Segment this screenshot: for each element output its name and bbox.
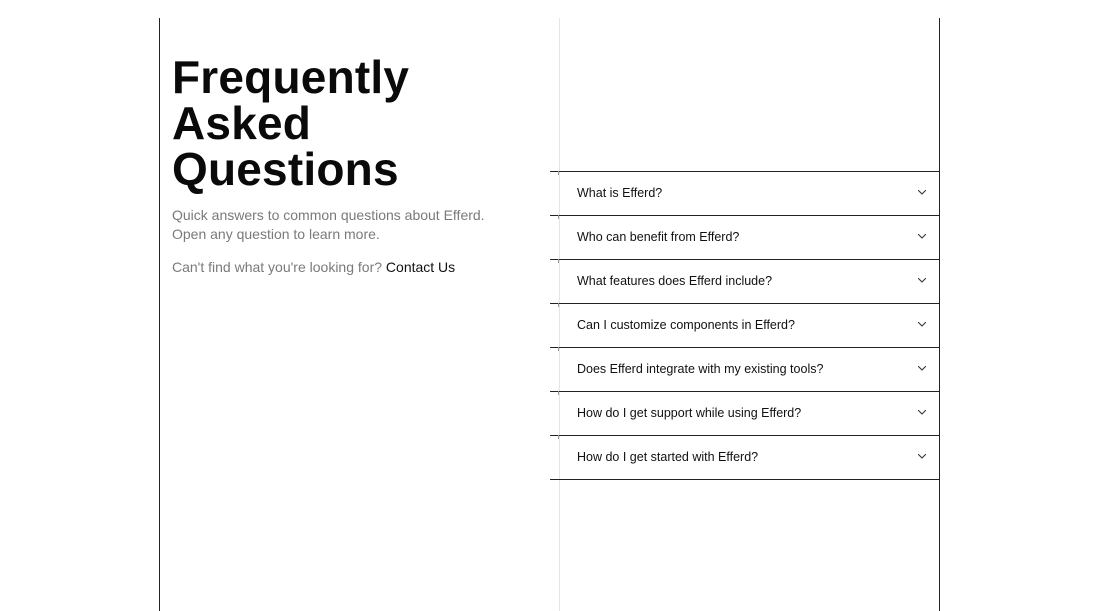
- row-tick: [558, 435, 559, 439]
- row-tick: [558, 215, 559, 219]
- faq-question: Does Efferd integrate with my existing tools?: [577, 362, 824, 376]
- page-title: [172, 51, 522, 195]
- row-tick: [558, 171, 559, 175]
- row-tick: [558, 303, 559, 307]
- faq-question: What is Efferd?: [577, 186, 663, 200]
- chevron-down-icon: [916, 318, 928, 330]
- chevron-down-icon: [916, 186, 928, 198]
- chevron-down-icon: [916, 362, 928, 374]
- faq-intro: [172, 51, 522, 277]
- row-tick: [558, 259, 559, 263]
- contact-us-link[interactable]: Contact Us: [385, 259, 456, 275]
- faq-accordion: [550, 171, 940, 480]
- chevron-down-icon: [916, 406, 928, 418]
- faq-question: Can I customize components in Efferd?: [577, 318, 795, 332]
- chevron-down-icon: [916, 230, 928, 242]
- faq-question: What features does Efferd include?: [577, 274, 773, 288]
- chevron-down-icon: [916, 274, 928, 286]
- faq-item[interactable]: [550, 392, 940, 436]
- title-line-3: Questions: [172, 143, 399, 195]
- chevron-down-icon: [916, 450, 928, 462]
- faq-item[interactable]: [550, 304, 940, 348]
- faq-item[interactable]: [550, 260, 940, 304]
- faq-question: How do I get support while using Efferd?: [577, 406, 802, 420]
- help-line: [172, 258, 522, 277]
- faq-item[interactable]: [550, 172, 940, 216]
- faq-question: How do I get started with Efferd?: [577, 450, 759, 464]
- faq-item[interactable]: [550, 436, 940, 480]
- title-line-1: Frequently: [172, 51, 410, 103]
- row-tick: [558, 391, 559, 395]
- row-tick: [558, 347, 559, 351]
- faq-item[interactable]: [550, 348, 940, 392]
- faq-item[interactable]: [550, 216, 940, 260]
- faq-question: Who can benefit from Efferd?: [577, 230, 740, 244]
- title-line-2: Asked: [172, 97, 312, 149]
- page-subtitle: Quick answers to common questions about Efferd. Open any question to learn more.: [172, 207, 485, 242]
- help-text: Can't find what you're looking for?: [172, 259, 383, 275]
